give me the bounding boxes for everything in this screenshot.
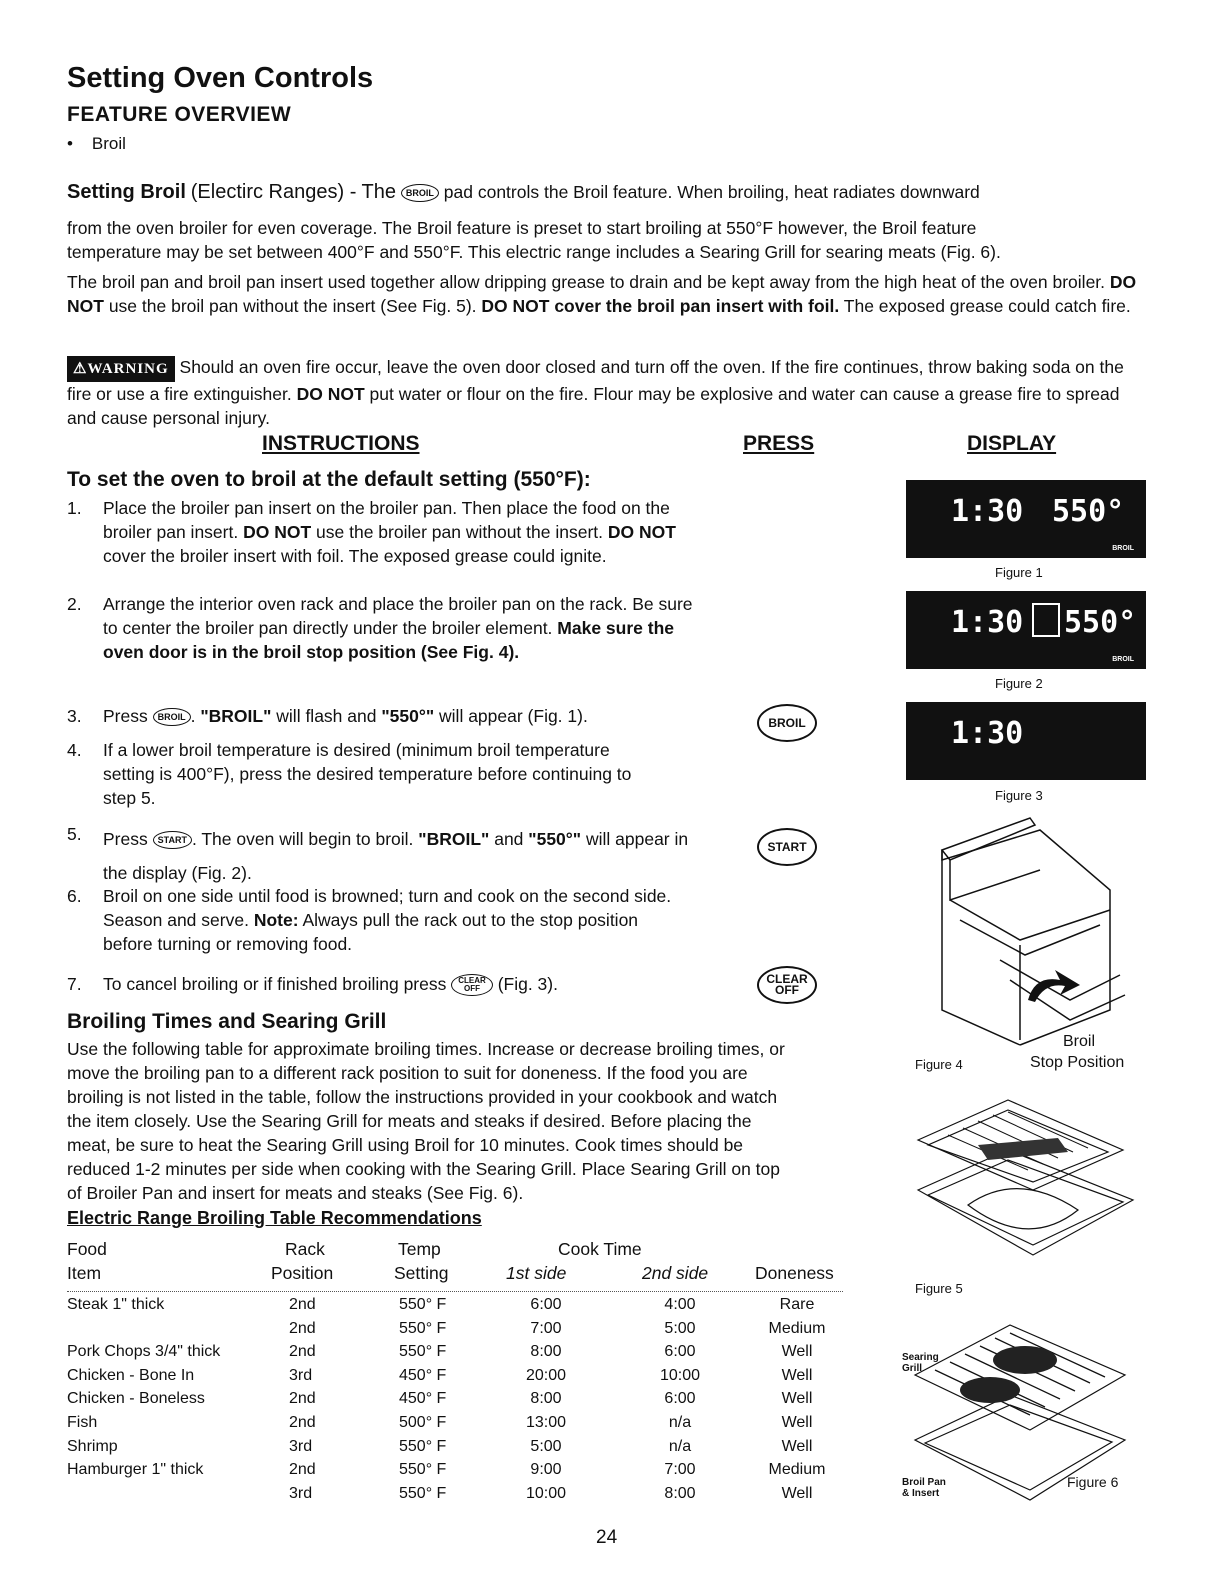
setting-broil-line1: [67, 180, 1147, 204]
header-item: Item: [67, 1263, 102, 1283]
cell-s1: 8:00: [530, 1343, 562, 1361]
figure-2-caption: Figure 2: [995, 676, 1043, 691]
setting-broil-title: Setting Broil: [67, 181, 186, 203]
cell-s1: 20:00: [525, 1366, 567, 1384]
cell-done: Rare: [779, 1296, 815, 1313]
step-bold: "550°": [528, 829, 582, 849]
section-subtitle: FEATURE OVERVIEW: [67, 103, 292, 126]
table-row: [0, 1390, 900, 1412]
setting-broil-line1-text: pad controls the Broil feature. When broiling, heat radiates downward: [443, 182, 980, 202]
clear-off-pad-button: [757, 966, 817, 1004]
broil-pad-icon: BROIL: [401, 184, 439, 202]
cell-food: Fish: [67, 1414, 98, 1431]
cell-temp: 550° F: [399, 1437, 447, 1455]
start-pad-icon: START: [153, 831, 192, 849]
pad-line: CLEAR: [458, 976, 486, 986]
setting-broil-line2: from the oven broiler for even coverage. The Broil feature is preset to start broiling at 550°F however, the Broil feature: [67, 218, 977, 238]
header-rack: Rack: [285, 1239, 325, 1259]
step-text: Arrange the interior oven rack and place the broiler pan on the rack. Be sure to center the broiler pan directly under the broiler element.: [103, 594, 693, 638]
cell-rack: 2nd: [289, 1390, 316, 1408]
warning-badge: ⚠WARNING: [67, 356, 175, 382]
table-row: [0, 1343, 900, 1365]
paragraph-line: Use the following table for approximate broiling times. Increase or decrease broiling times, or: [67, 1039, 785, 1059]
cell-s2: 5:00: [664, 1319, 696, 1337]
feature-bullet: • Broil: [67, 134, 126, 153]
label-line: Broil Pan: [902, 1477, 946, 1488]
warning-text-a: Should an oven fire occur, leave the oven door closed and turn off the oven. If the fire continues, throw baking soda on the fire or use a fire extinguisher.: [67, 357, 1124, 404]
step-text: Always pull the rack out to the stop position before turning or removing food.: [103, 910, 639, 954]
step-text: . The oven will begin to broil.: [191, 829, 414, 849]
cell-temp: 550° F: [399, 1319, 447, 1337]
instructions-title: To set the oven to broil at the default setting (550°F):: [67, 468, 591, 491]
cell-done: Medium: [768, 1319, 826, 1337]
broil-pan-paragraph: [67, 270, 1147, 318]
instructions-heading: INSTRUCTIONS: [262, 432, 420, 455]
cell-done: Well: [781, 1343, 813, 1361]
cell-s2: 6:00: [664, 1390, 696, 1408]
figure-5-caption: Figure 5: [915, 1281, 963, 1296]
cell-s2: 10:00: [659, 1366, 701, 1384]
cell-s1: 9:00: [530, 1461, 562, 1479]
step-text: Press: [103, 829, 148, 849]
header-doneness: Doneness: [755, 1263, 834, 1283]
cell-s2: 7:00: [664, 1461, 696, 1479]
paragraph-line: move the broiling pan to a different rack position to suit for doneness. If the food you are: [67, 1063, 748, 1083]
cell-temp: 500° F: [399, 1414, 447, 1431]
step-text: use the broiler pan without the insert.: [316, 522, 604, 542]
display-broil-indicator: BROIL: [1112, 656, 1134, 663]
step-number: 3.: [67, 706, 82, 726]
step-number: 7.: [67, 974, 82, 994]
warning-badge-text: WARNING: [87, 361, 169, 377]
display-figure-3: [906, 702, 1146, 780]
cell-done: Well: [781, 1390, 813, 1408]
step-text: (Fig. 3).: [497, 974, 558, 994]
step-text: Place the broiler pan insert on the broiler pan. Then place the food on the broiler pan insert.: [103, 498, 670, 542]
step-bold: "550°": [381, 706, 435, 726]
para2-e: The exposed grease could catch fire.: [843, 296, 1131, 316]
table-row: [0, 1414, 900, 1436]
cell-done: Well: [781, 1414, 813, 1431]
step-number: 5.: [67, 824, 82, 844]
cell-rack: 2nd: [289, 1461, 316, 1479]
para2-d: DO NOT cover the broil pan insert with foil.: [481, 296, 840, 316]
page-title: Setting Oven Controls: [67, 62, 374, 94]
paragraph-line: meat, be sure to heat the Searing Grill using Broil for 10 minutes. Cook times should be: [67, 1135, 744, 1155]
press-heading: PRESS: [743, 432, 815, 455]
para2-c: use the broil pan without the insert (See Fig. 5).: [108, 296, 477, 316]
paragraph-line: broiling is not listed in the table, follow the instructions provided in your cookbook and watch: [67, 1087, 778, 1107]
paragraph-line: the item closely. Use the Searing Grill for meats and steaks if desired. Before placing the: [67, 1111, 752, 1131]
cell-temp: 450° F: [399, 1390, 447, 1408]
warning-paragraph: [67, 355, 1147, 430]
start-pad-button: START: [757, 828, 817, 866]
step-number: 4.: [67, 740, 82, 760]
warning-text-c: put water or flour on the fire. Flour may be explosive and water can cause a grease fire to spread and cause personal injury.: [67, 384, 1120, 428]
cell-rack: 2nd: [289, 1319, 316, 1337]
label-line: & Insert: [902, 1488, 940, 1499]
cell-temp: 550° F: [399, 1296, 447, 1313]
cell-temp: 550° F: [399, 1343, 447, 1361]
setting-broil-line3: temperature may be set between 400°F and 550°F. This electric range includes a Searing Grill for searing meats (Fig. 6).: [67, 242, 1001, 262]
display-time: 1:30: [951, 494, 1024, 529]
broil-pad-button: BROIL: [757, 704, 817, 742]
page-number: 24: [596, 1527, 618, 1548]
header-temp: Temp: [398, 1239, 441, 1259]
table-title: Electric Range Broiling Table Recommendations: [67, 1208, 482, 1228]
figure-4-caption: Figure 4: [915, 1057, 963, 1072]
figure-1-caption: Figure 1: [995, 565, 1043, 580]
display-temp: 550°: [1064, 605, 1137, 640]
table-row: [0, 1320, 900, 1342]
step-text: will appear in the display (Fig. 2).: [103, 829, 689, 883]
table-row: [0, 1485, 900, 1507]
oven-door-illustration: [920, 810, 1140, 1050]
step-number: 6.: [67, 886, 82, 906]
cell-food: Steak 1" thick: [67, 1296, 165, 1313]
figure-6-grill-label: [902, 1352, 939, 1374]
cell-rack: 2nd: [289, 1343, 316, 1361]
cell-s2: n/a: [668, 1437, 692, 1455]
pad-line: OFF: [464, 984, 481, 994]
pad-line: OFF: [775, 983, 799, 997]
display-figure-2: [906, 591, 1146, 669]
label-line: Searing: [902, 1352, 939, 1363]
display-indicator-box: [1032, 603, 1060, 637]
step-text: will flash and: [276, 706, 377, 726]
broil-pad-icon: BROIL: [153, 708, 191, 726]
cell-s2: 6:00: [664, 1343, 696, 1361]
cell-s2: 4:00: [664, 1296, 696, 1313]
step-text: cover the broiler insert with foil. The exposed grease could ignite.: [103, 546, 607, 566]
header-first-side: 1st side: [506, 1263, 567, 1283]
cell-done: Well: [781, 1437, 813, 1455]
display-time: 1:30: [951, 716, 1024, 751]
cell-s1: 7:00: [530, 1319, 562, 1337]
step-text: will appear (Fig. 1).: [439, 706, 588, 726]
step-text: Broil on one side until food is browned; turn and cook on the second side. Season and serve.: [103, 886, 672, 930]
cell-food: Shrimp: [67, 1437, 118, 1455]
cell-rack: 3rd: [289, 1366, 313, 1384]
cell-s1: 6:00: [530, 1296, 562, 1313]
display-time: 1:30: [951, 605, 1024, 640]
step-text: and: [494, 829, 524, 849]
figure-4-label-broil: Broil: [1063, 1033, 1096, 1050]
display-figure-1: [906, 480, 1146, 558]
cell-food: Chicken - Boneless: [67, 1390, 205, 1408]
step-number: 2.: [67, 594, 82, 614]
step-bold: DO NOT: [607, 522, 676, 542]
cell-temp: 450° F: [399, 1366, 447, 1384]
cell-done: Well: [781, 1366, 813, 1384]
cell-s1: 10:00: [525, 1484, 567, 1502]
step-number: 1.: [67, 498, 82, 518]
cell-s1: 5:00: [530, 1437, 562, 1455]
cell-food: Chicken - Bone In: [67, 1366, 195, 1384]
display-broil-indicator: BROIL: [1112, 545, 1134, 552]
table-row: [0, 1367, 900, 1389]
table-row: [0, 1461, 900, 1483]
clear-off-pad-icon: [451, 974, 493, 996]
display-heading: DISPLAY: [967, 432, 1057, 455]
paragraph-line: reduced 1-2 minutes per side when cooking with the Searing Grill. Place Searing Grill on top: [67, 1159, 781, 1179]
cell-rack: 3rd: [289, 1437, 313, 1455]
step-bold: Note:: [253, 910, 299, 930]
header-food: Food: [67, 1239, 107, 1259]
cell-s2: n/a: [668, 1414, 692, 1431]
cell-s1: 13:00: [525, 1414, 567, 1431]
broil-pan-illustration: [908, 1090, 1138, 1280]
step-bold: "BROIL": [418, 829, 490, 849]
pad-line: CLEAR: [766, 972, 808, 986]
figure-3-caption: Figure 3: [995, 788, 1043, 803]
warning-text-b: DO NOT: [296, 384, 365, 404]
cell-rack: 2nd: [289, 1414, 316, 1431]
display-temp: 550°: [1052, 494, 1125, 529]
figure-6-pan-label: [902, 1477, 946, 1499]
cell-food: Pork Chops 3/4" thick: [67, 1343, 221, 1361]
step-text: .: [190, 706, 196, 726]
broiling-times-paragraph: [67, 1037, 897, 1205]
paragraph-line: of Broiler Pan and insert for meats and steaks (See Fig. 6).: [67, 1183, 524, 1203]
cell-rack: 3rd: [289, 1484, 313, 1502]
header-position: Position: [271, 1263, 334, 1283]
figure-6-caption: Figure 6: [1067, 1474, 1119, 1490]
cell-s2: 8:00: [664, 1484, 696, 1502]
step-text: To cancel broiling or if finished broiling press: [103, 974, 447, 994]
step-bold: "BROIL": [200, 706, 272, 726]
setting-broil-suffix: (Electirc Ranges) - The: [190, 181, 397, 203]
cell-s1: 8:00: [530, 1390, 562, 1408]
bullet-text: Broil: [91, 134, 126, 153]
cell-temp: 550° F: [399, 1461, 447, 1479]
cell-rack: 2nd: [289, 1296, 316, 1313]
step-text: If a lower broil temperature is desired (minimum broil temperature setting is 400°F), press the desired temperature before continuing to step 5.: [103, 740, 632, 808]
header-setting: Setting: [394, 1263, 449, 1283]
step-text: Press: [103, 706, 148, 726]
label-line: Grill: [902, 1363, 923, 1374]
cell-done: Medium: [768, 1461, 826, 1479]
header-cook-time: Cook Time: [558, 1239, 642, 1259]
cell-food: Hamburger 1" thick: [67, 1461, 204, 1479]
header-second-side: 2nd side: [642, 1263, 709, 1283]
cell-done: Well: [781, 1484, 813, 1502]
para2-a: The broil pan and broil pan insert used together allow dripping grease to drain and be kept away from the high heat of the oven broiler.: [67, 272, 1106, 292]
cell-temp: 550° F: [399, 1484, 447, 1502]
para2-b: DO NOT: [67, 272, 1137, 316]
step-bold: DO NOT: [243, 522, 312, 542]
table-divider: [67, 1291, 843, 1292]
figure-4-label-stop: Stop Position: [1030, 1054, 1125, 1071]
table-row: [0, 1296, 900, 1318]
table-row: [0, 1438, 900, 1460]
broiling-times-title: Broiling Times and Searing Grill: [67, 1010, 387, 1033]
step-bold: Make sure the oven door is in the broil stop position (See Fig. 4).: [103, 618, 675, 662]
